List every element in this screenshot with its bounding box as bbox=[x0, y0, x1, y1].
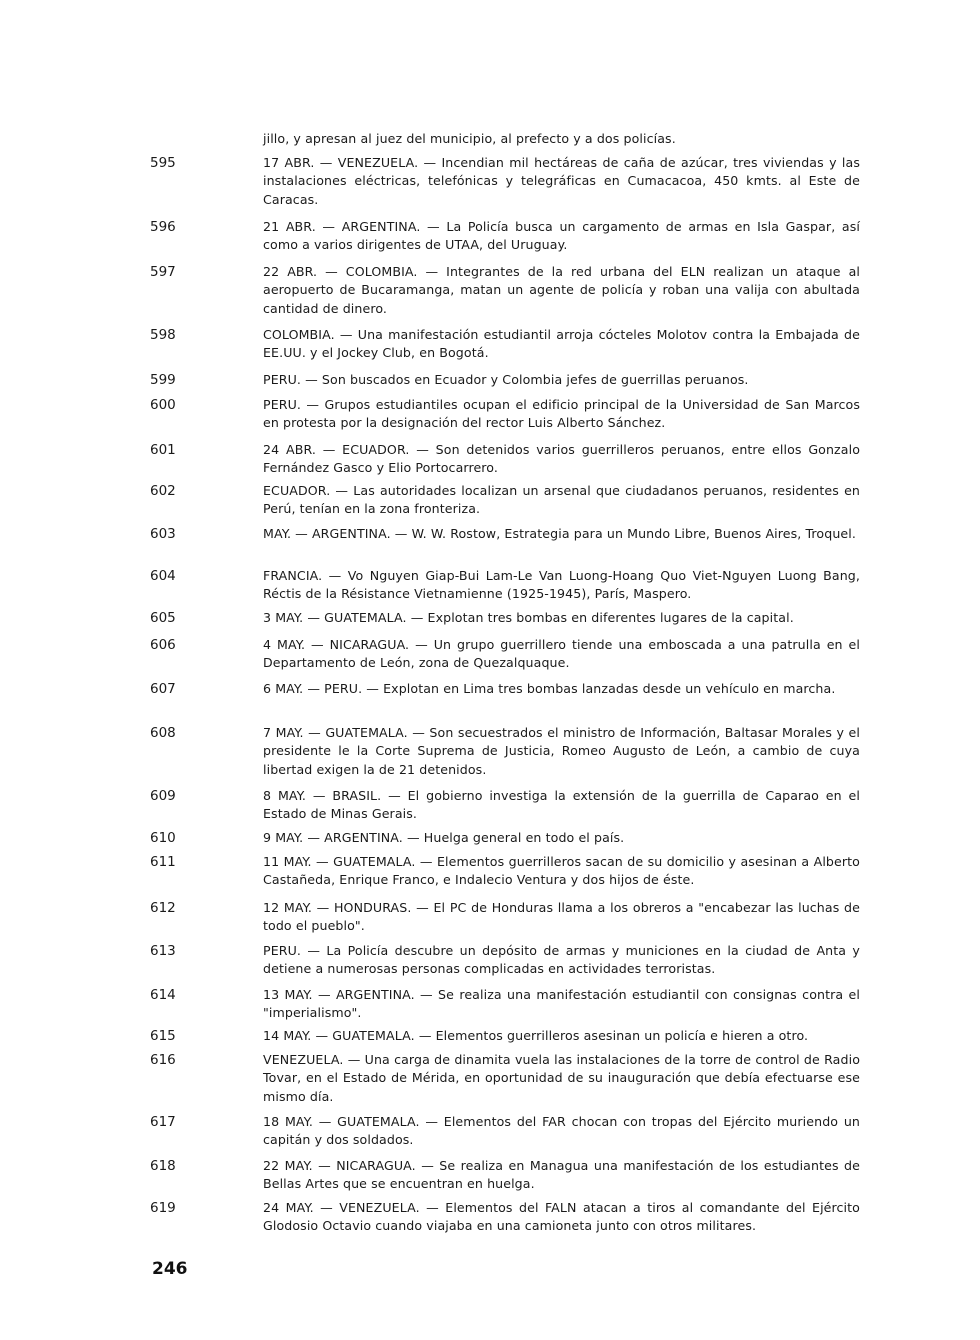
entry-text: PERU. — La Policía descubre un depósito de armas y municiones en la ciudad de Anta y detiene a numerosas personas complicadas en actividades terroristas. bbox=[263, 943, 860, 977]
entry-text: 13 MAY. — ARGENTINA. — Se realiza una manifestación estudiantil con consignas contra el "imperialismo". bbox=[263, 987, 860, 1021]
entry-number: 612 bbox=[150, 900, 176, 916]
entry-number: 606 bbox=[150, 637, 176, 653]
entry-number: 603 bbox=[150, 526, 176, 542]
entry-text: VENEZUELA. — Una carga de dinamita vuela las instalaciones de la torre de control de Radio Tovar, en el Estado de Mérida, en oportunidad de su inauguración que debía efectuarse ese mismo día. bbox=[263, 1052, 860, 1104]
entry-text: 7 MAY. — GUATEMALA. — Son secuestrados el ministro de Información, Baltasar Morales y el presidente le la Corte Suprema de Justicia, Romeo Augusto de León, a cambio de cuya libertad exigen la de 21 detenidos. bbox=[263, 725, 860, 777]
entry-text: 8 MAY. — BRASIL. — El gobierno investiga la extensión de la guerrilla de Caparao en el Estado de Minas Gerais. bbox=[263, 788, 860, 822]
entry-number: 615 bbox=[150, 1028, 176, 1044]
entry-text: 17 ABR. — VENEZUELA. — Incendian mil hectáreas de caña de azúcar, tres viviendas y las instalaciones eléctricas, telefónicas y telegráficas en Cumacacoa, 450 kmts. al Este de Caracas. bbox=[263, 155, 860, 207]
entry-number: 601 bbox=[150, 442, 176, 458]
entry-number: 616 bbox=[150, 1052, 176, 1068]
entry-number: 600 bbox=[150, 397, 176, 413]
entry-number: 613 bbox=[150, 943, 176, 959]
entry-text: 6 MAY. — PERU. — Explotan en Lima tres bombas lanzadas desde un vehículo en marcha. bbox=[263, 681, 836, 696]
entry-text: 12 MAY. — HONDURAS. — El PC de Honduras llama a los obreros a "encabezar las luchas de todo el pueblo". bbox=[263, 900, 860, 934]
entry-text: COLOMBIA. — Una manifestación estudiantil arroja cócteles Molotov contra la Embajada de EE.UU. y el Jockey Club, en Bogotá. bbox=[263, 327, 860, 361]
entry-number: 609 bbox=[150, 788, 176, 804]
entry-text: 11 MAY. — GUATEMALA. — Elementos guerrilleros sacan de su domicilio y asesinan a Alberto Castañeda, Enrique Franco, e Indalecio Ventura y dos hijos de éste. bbox=[263, 854, 860, 888]
entry-text: ECUADOR. — Las autoridades localizan un arsenal que ciudadanos peruanos, residentes en Perú, tenían en la zona fronteriza. bbox=[263, 483, 860, 517]
entry-text: 21 ABR. — ARGENTINA. — La Policía busca un cargamento de armas en Isla Gaspar, así como a varios dirigentes de UTAA, del Uruguay. bbox=[263, 219, 860, 253]
entry-number: 596 bbox=[150, 219, 176, 235]
entry-number: 602 bbox=[150, 483, 176, 499]
entry-text: 3 MAY. — GUATEMALA. — Explotan tres bombas en diferentes lugares de la capital. bbox=[263, 610, 794, 625]
entry-number: 610 bbox=[150, 830, 176, 846]
entry-text: PERU. — Son buscados en Ecuador y Colombia jefes de guerrillas peruanos. bbox=[263, 372, 749, 387]
entry-text: 24 MAY. — VENEZUELA. — Elementos del FALN atacan a tiros al comandante del Ejército Glodosio Octavio cuando viajaba en una camioneta junto con otros militares. bbox=[263, 1200, 860, 1234]
entry-text: 9 MAY. — ARGENTINA. — Huelga general en todo el país. bbox=[263, 830, 625, 845]
entry-text: jillo, y apresan al juez del municipio, al prefecto y a dos policías. bbox=[263, 131, 676, 146]
entry-text: PERU. — Grupos estudiantiles ocupan el edificio principal de la Universidad de San Marcos en protesta por la designación del rector Luis Alberto Sánchez. bbox=[263, 397, 860, 431]
entry-number: 614 bbox=[150, 987, 176, 1003]
entry-number: 597 bbox=[150, 264, 176, 280]
page-number: 246 bbox=[152, 1259, 188, 1279]
entry-number: 618 bbox=[150, 1158, 176, 1174]
entry-number: 595 bbox=[150, 155, 176, 171]
entry-text: 22 ABR. — COLOMBIA. — Integrantes de la red urbana del ELN realizan un ataque al aeropuerto de Bucaramanga, matan un agente de policía y roban una valija con abultada cantidad de dinero. bbox=[263, 264, 860, 316]
entry-number: 599 bbox=[150, 372, 176, 388]
entry-number: 611 bbox=[150, 854, 176, 870]
entry-number: 617 bbox=[150, 1114, 176, 1130]
entry-number: 619 bbox=[150, 1200, 176, 1216]
entry-text: 18 MAY. — GUATEMALA. — Elementos del FAR chocan con tropas del Ejército muriendo un capitán y dos soldados. bbox=[263, 1114, 860, 1148]
entry-text: 4 MAY. — NICARAGUA. — Un grupo guerrillero tiende una emboscada a una patrulla en el Departamento de León, zona de Quezalquaque. bbox=[263, 637, 860, 671]
entry-text: 24 ABR. — ECUADOR. — Son detenidos varios guerrilleros peruanos, entre ellos Gonzalo Fernández Gasco y Elio Portocarrero. bbox=[263, 442, 860, 476]
entry-number: 608 bbox=[150, 725, 176, 741]
entry-text: 14 MAY. — GUATEMALA. — Elementos guerrilleros asesinan un policía e hieren a otro. bbox=[263, 1028, 809, 1043]
entry-text: 22 MAY. — NICARAGUA. — Se realiza en Managua una manifestación de los estudiantes de Bellas Artes que se encuentran en huelga. bbox=[263, 1158, 860, 1192]
entry-text: FRANCIA. — Vo Nguyen Giap-Bui Lam-Le Van Luong-Hoang Quo Viet-Nguyen Luong Bang, Réctis de la Résistance Vietnamienne (1925-1945), París, Maspero. bbox=[263, 568, 860, 602]
entry-number: 607 bbox=[150, 681, 176, 697]
entry-number: 605 bbox=[150, 610, 176, 626]
entry-number: 604 bbox=[150, 568, 176, 584]
entry-text: MAY. — ARGENTINA. — W. W. Rostow, Estrategia para un Mundo Libre, Buenos Aires, Troquel. bbox=[263, 526, 856, 541]
entry-number: 598 bbox=[150, 327, 176, 343]
